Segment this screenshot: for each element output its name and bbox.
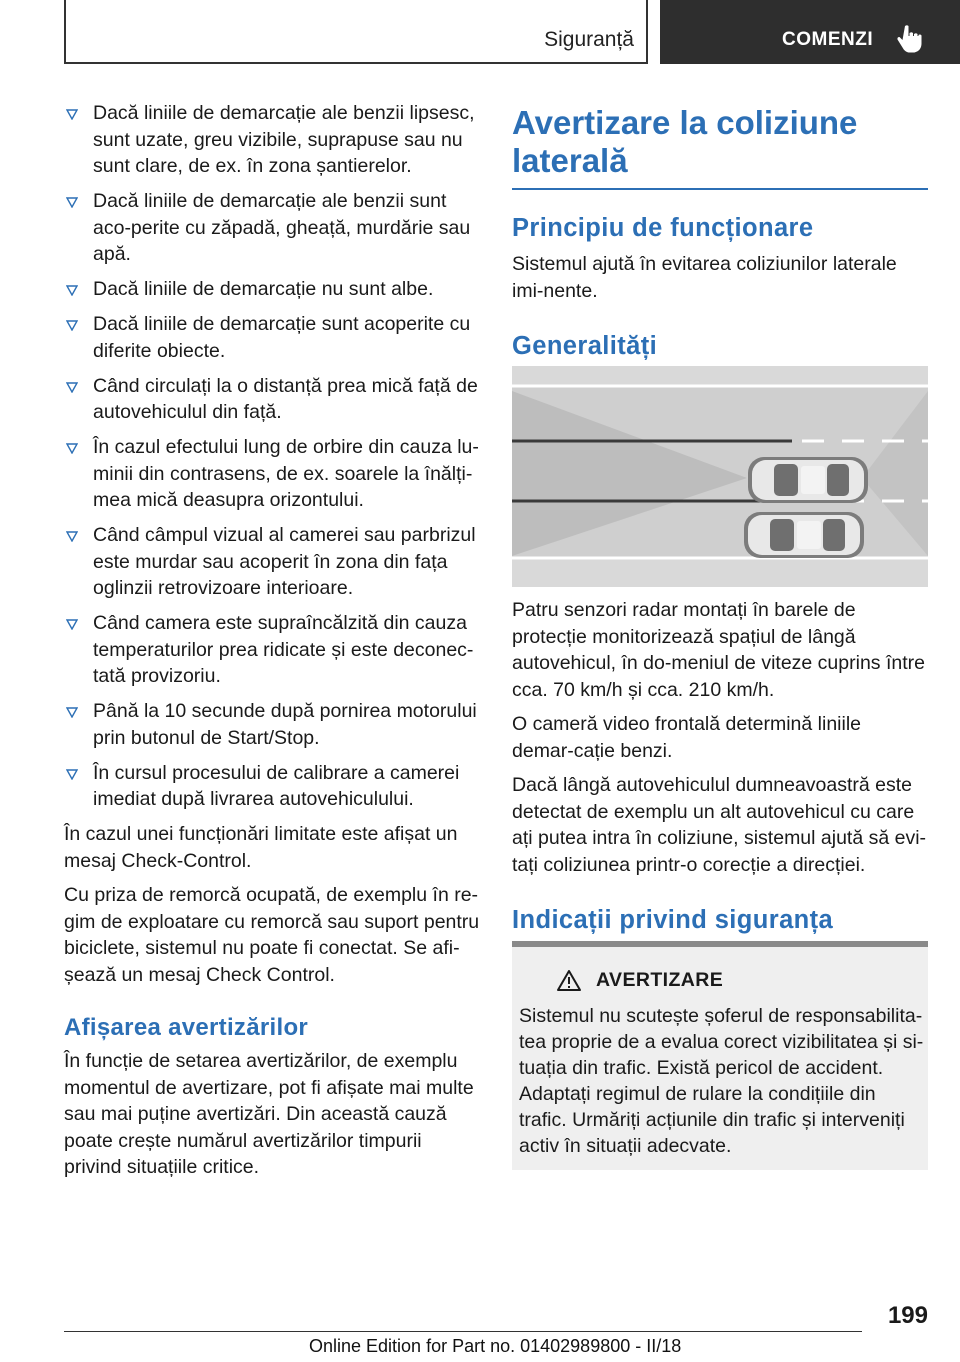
- car-upper-icon: [748, 457, 868, 503]
- car-lower-icon: [744, 512, 864, 558]
- bullet-triangle-icon: [66, 320, 78, 331]
- list-item: [64, 188, 480, 268]
- general-heading: Generalități: [512, 332, 658, 360]
- list-item-text: Dacă liniile de demarcație nu sunt albe.: [93, 278, 434, 300]
- list-item: [64, 610, 480, 690]
- warnings-display-paragraph: În funcție de setarea avertizărilor, de exemplu momentul de avertizare, pot fi afișate mai multe sau mai puține avertizări. Din această cauză poate crește numărul avertizărilor timpurii privind situațiile critice.: [64, 1050, 474, 1178]
- list-item-text: În cursul procesului de calibrare a camerei imediat după livrarea autovehiculului.: [93, 761, 460, 810]
- list-item-text: Dacă liniile de demarcație ale benzii lipsesc, sunt uzate, greu vizibile, suprapuse sau nu sunt clare, de ex. în zona șantierelor.: [93, 102, 475, 177]
- left-column: [64, 100, 480, 1189]
- side-collision-illustration: [512, 366, 928, 587]
- list-item-text: Când circulați la o distanță prea mică față de autovehiculul din față.: [93, 374, 478, 423]
- warnings-display-heading: Afișarea avertizărilor: [64, 1014, 309, 1041]
- list-item-text: În cazul efectului lung de orbire din cauza lu-minii din contrasens, de ex. soarele la înălți-mea mică deasupra orizontului.: [93, 436, 479, 511]
- general-text: [512, 597, 928, 935]
- list-item-text: Până la 10 secunde după pornirea motorului prin butonul de Start/Stop.: [93, 700, 477, 749]
- assist-paragraph: Dacă lângă autovehiculul dumneavoastră este detectat de exemplu un alt autovehicul cu care ați putea intra în coliziune, sistemul ajută să evi-tați coliziunea printr-o corecție a direcției.: [512, 774, 927, 876]
- bullet-triangle-icon: [66, 109, 78, 120]
- bullet-triangle-icon: [66, 531, 78, 542]
- list-item: [64, 373, 480, 426]
- bullet-triangle-icon: [66, 197, 78, 208]
- list-item: [64, 276, 480, 303]
- list-item-text: Dacă liniile de demarcație sunt acoperite cu diferite obiecte.: [93, 313, 471, 362]
- trailer-paragraph: Cu priza de remorcă ocupată, de exemplu în re-gim de exploatare cu remorcă sau suport pentru biciclete, sistemul nu poate fi conectat. Se afi-șează un mesaj Check Control.: [64, 884, 480, 986]
- camera-paragraph: O cameră video frontală determină liniile demar-cație benzi.: [512, 713, 862, 762]
- safety-heading: Indicații privind siguranța: [512, 906, 834, 934]
- warning-triangle-icon: [556, 969, 582, 992]
- hand-pointer-icon: [896, 24, 922, 54]
- bullet-triangle-icon: [66, 619, 78, 630]
- page-number: 199: [887, 1302, 928, 1329]
- limitations-list: [64, 100, 480, 813]
- header-chapter-tab: [660, 0, 960, 64]
- list-item: [64, 434, 480, 514]
- limited-function-paragraph: În cazul unei funcționări limitate este afișat un mesaj Check-Control.: [64, 823, 458, 872]
- warning-box: [512, 941, 928, 1170]
- list-item: [64, 760, 480, 813]
- principle-paragraph: Sistemul ajută în evitarea coliziunilor laterale imi-nente.: [512, 253, 897, 302]
- bullet-triangle-icon: [66, 443, 78, 454]
- list-item-text: Când camera este supraîncălzită din cauza temperaturilor prea ridicate și este deconec-tată provizoriu.: [93, 612, 474, 687]
- bullet-triangle-icon: [66, 707, 78, 718]
- bullet-triangle-icon: [66, 769, 78, 780]
- warning-text: Sistemul nu scutește șoferul de responsabilita-tea proprie de a evalua corect vizibilitatea și si-tuația din trafic. Există pericol de accident. Adaptați regimul de rulare la condițiile din trafic. Urmăriți acțiunile din trafic și interveniți activ în situații adecvate.: [519, 1005, 924, 1157]
- list-item: [64, 100, 480, 180]
- list-item-text: Dacă liniile de demarcație ale benzii sunt aco-perite cu zăpadă, gheață, murdărie sau apă.: [93, 190, 471, 265]
- header-section-title: Siguranță: [544, 28, 634, 51]
- footer-divider: [64, 1331, 862, 1332]
- bullet-triangle-icon: [66, 382, 78, 393]
- list-item: [64, 311, 480, 364]
- radar-paragraph: Patru senzori radar montați în barele de protecție monitorizează spațiul de lângă autovehicul, în do-meniul de viteze cuprins între cca. 70 km/h și cca. 210 km/h.: [512, 599, 925, 701]
- warning-title: AVERTIZARE: [596, 969, 724, 991]
- title-divider: [512, 188, 928, 190]
- principle-heading: Principiu de funcționare: [512, 214, 814, 242]
- bullet-triangle-icon: [66, 285, 78, 296]
- footer-edition: Online Edition for Part no. 01402989800 - II/18: [309, 1336, 682, 1356]
- header-chapter-title: COMENZI: [782, 29, 874, 50]
- list-item: [64, 522, 480, 602]
- page-title: Avertizare la coliziune laterală: [512, 104, 858, 179]
- list-item: [64, 698, 480, 751]
- list-item-text: Când câmpul vizual al camerei sau parbrizul este murdar sau acoperit în zona din fața oglinzii retrovizoare interioare.: [93, 524, 476, 599]
- header-section-box: [64, 0, 648, 64]
- right-column: [512, 100, 928, 361]
